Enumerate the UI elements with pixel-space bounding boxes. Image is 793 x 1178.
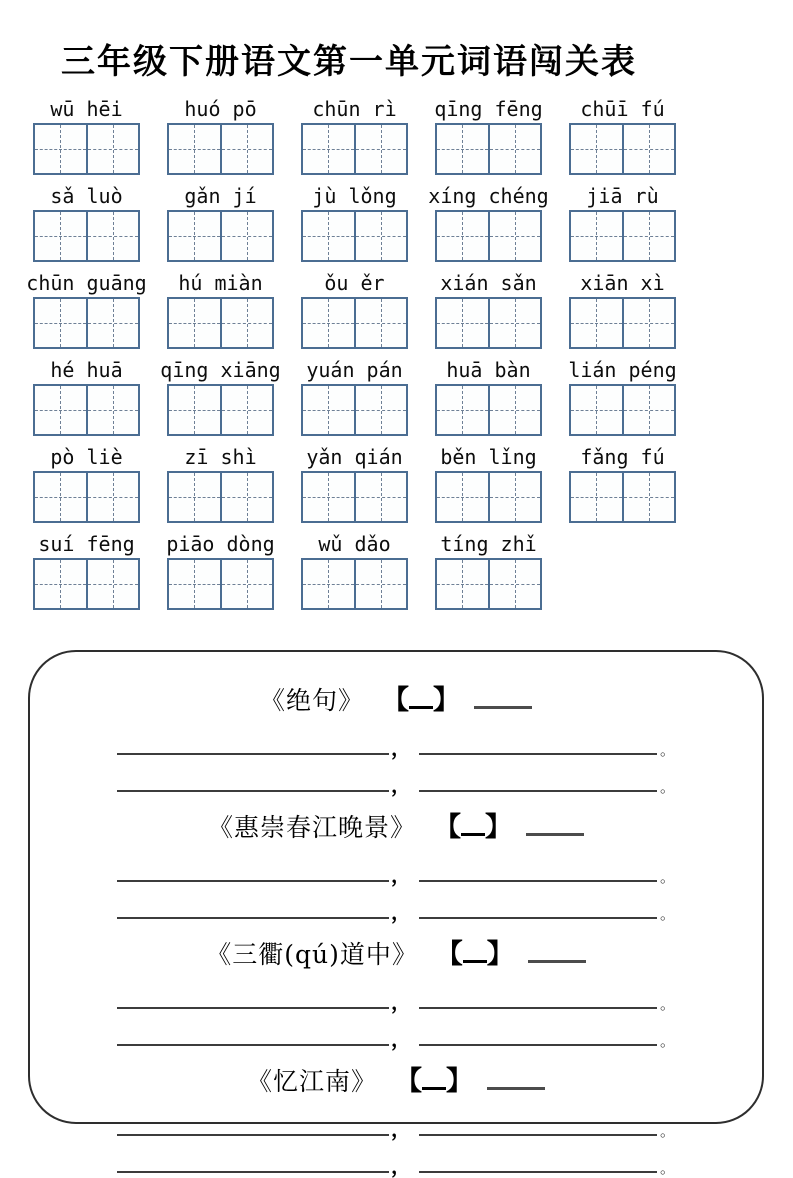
grid-cell: [86, 386, 139, 434]
grid-cell: [35, 299, 86, 347]
word-card: [435, 267, 542, 349]
grid-cell: [437, 212, 488, 260]
writing-grid: [435, 384, 542, 436]
verse-blank-left: [117, 1020, 389, 1046]
period-mark: 。: [659, 741, 675, 759]
writing-grid: [33, 471, 140, 523]
author-bracket-open: 【: [381, 685, 409, 716]
writing-grid: [301, 210, 408, 262]
pinyin-label: fǎng fú: [580, 445, 665, 469]
grid-cell: [169, 212, 220, 260]
verse-blank-line: [60, 1149, 732, 1178]
comma-separator: ，: [390, 773, 411, 797]
writing-grid: [33, 558, 140, 610]
pinyin-label: huó pō: [184, 97, 257, 121]
poem-block: [60, 678, 732, 797]
period-mark: 。: [659, 905, 675, 923]
writing-grid: [435, 558, 542, 610]
grid-cell: [354, 473, 407, 521]
word-card: [569, 441, 676, 523]
verse-blank-line: [60, 1112, 732, 1141]
verse-blank-left: [117, 1110, 389, 1136]
writing-grid: [301, 471, 408, 523]
pinyin-label: lián péng: [568, 358, 677, 382]
poem-title-row: [60, 678, 732, 717]
word-card: [569, 93, 676, 175]
verse-blank-line: [60, 731, 732, 760]
grid-cell: [488, 212, 541, 260]
grid-cell: [488, 125, 541, 173]
grid-cell: [86, 125, 139, 173]
pinyin-label: hú miàn: [178, 271, 263, 295]
grid-cell: [35, 125, 86, 173]
word-card: [569, 267, 676, 349]
word-card: [33, 354, 140, 436]
pinyin-label: huā bàn: [446, 358, 531, 382]
verse-blank-left: [117, 729, 389, 755]
grid-cell: [220, 473, 273, 521]
grid-cell: [86, 212, 139, 260]
grid-cell: [303, 386, 354, 434]
grid-cell: [571, 386, 622, 434]
comma-separator: ，: [390, 1027, 411, 1051]
grid-cell: [571, 299, 622, 347]
word-row: [33, 354, 793, 436]
verse-blank-right: [419, 766, 657, 792]
author-bracket-open: 【: [435, 939, 463, 970]
dynasty-blank: [463, 956, 487, 963]
dynasty-blank: [409, 702, 433, 709]
word-card: [301, 93, 408, 175]
grid-cell: [169, 299, 220, 347]
grid-cell: [354, 125, 407, 173]
verse-blank-right: [419, 1147, 657, 1173]
verse-blank-line: [60, 768, 732, 797]
grid-cell: [86, 299, 139, 347]
pinyin-label: jiā rù: [586, 184, 659, 208]
poem-title-row: [60, 805, 732, 844]
grid-cell: [169, 386, 220, 434]
writing-grid: [301, 123, 408, 175]
period-mark: 。: [659, 1122, 675, 1140]
author-bracket-close: 】: [432, 685, 460, 716]
word-card: [167, 441, 274, 523]
period-mark: 。: [659, 778, 675, 796]
grid-cell: [220, 212, 273, 260]
pinyin-label: yǎn qián: [306, 445, 403, 469]
grid-cell: [220, 299, 273, 347]
comma-separator: ，: [390, 990, 411, 1014]
verse-blank-left: [117, 856, 389, 882]
writing-grid: [33, 123, 140, 175]
grid-cell: [622, 473, 675, 521]
verse-blank-right: [419, 1020, 657, 1046]
grid-cell: [354, 299, 407, 347]
grid-cell: [437, 299, 488, 347]
grid-cell: [488, 560, 541, 608]
writing-grid: [301, 384, 408, 436]
word-card: [26, 267, 147, 349]
writing-grid: [167, 123, 274, 175]
verse-blank-left: [117, 1147, 389, 1173]
pinyin-label: zī shì: [184, 445, 257, 469]
writing-grid: [167, 297, 274, 349]
pinyin-label: gǎn jí: [184, 184, 257, 208]
grid-cell: [437, 125, 488, 173]
grid-cell: [437, 386, 488, 434]
grid-cell: [169, 473, 220, 521]
word-card: [435, 528, 542, 610]
word-card: [569, 180, 676, 262]
grid-cell: [354, 386, 407, 434]
pinyin-label: pò liè: [50, 445, 123, 469]
verse-blank-left: [117, 893, 389, 919]
pinyin-label: xián sǎn: [440, 271, 537, 295]
author-bracket-open: 【: [394, 1066, 422, 1097]
period-mark: 。: [659, 995, 675, 1013]
verse-blank-right: [419, 1110, 657, 1136]
poem-title: 《三衢(qú)道中》: [206, 940, 436, 969]
writing-grid: [301, 558, 408, 610]
poem-panel: [28, 650, 764, 1178]
verse-blank-left: [117, 983, 389, 1009]
verse-blank-line: [60, 895, 732, 924]
word-card: [33, 528, 140, 610]
word-card: [167, 267, 274, 349]
grid-cell: [622, 386, 675, 434]
writing-grid: [33, 384, 140, 436]
writing-grid: [569, 471, 676, 523]
word-card: [167, 93, 274, 175]
word-grid-section: [26, 93, 793, 610]
comma-separator: ，: [390, 736, 411, 760]
word-card: [435, 93, 542, 175]
grid-cell: [488, 473, 541, 521]
poem-title: 《惠崇春江晚景》: [208, 813, 434, 842]
word-row: [33, 528, 793, 610]
pinyin-label: wǔ dǎo: [318, 532, 391, 556]
writing-grid: [435, 471, 542, 523]
grid-cell: [571, 473, 622, 521]
dynasty-blank: [422, 1083, 446, 1090]
pinyin-label: suí fēng: [38, 532, 135, 556]
word-card: [160, 354, 281, 436]
writing-grid: [569, 210, 676, 262]
pinyin-label: chūn rì: [312, 97, 397, 121]
verse-blank-right: [419, 856, 657, 882]
word-card: [301, 354, 408, 436]
pinyin-label: xíng chéng: [428, 184, 549, 208]
author-bracket-close: 】: [484, 812, 512, 843]
grid-cell: [303, 125, 354, 173]
poem-title-row: [60, 1059, 732, 1098]
comma-separator: ，: [390, 1154, 411, 1178]
word-card: [301, 528, 408, 610]
word-card: [435, 441, 542, 523]
grid-cell: [488, 386, 541, 434]
pinyin-label: běn lǐng: [440, 445, 537, 469]
writing-grid: [167, 384, 274, 436]
grid-cell: [35, 473, 86, 521]
grid-cell: [303, 299, 354, 347]
writing-grid: [167, 558, 274, 610]
verse-blank-right: [419, 893, 657, 919]
author-name-blank: [526, 829, 584, 836]
writing-grid: [435, 123, 542, 175]
grid-cell: [35, 560, 86, 608]
pinyin-label: qīng fēng: [434, 97, 543, 121]
pinyin-label: ǒu ěr: [324, 271, 385, 295]
grid-cell: [571, 212, 622, 260]
author-name-blank: [474, 702, 532, 709]
grid-cell: [571, 125, 622, 173]
pinyin-label: hé huā: [50, 358, 123, 382]
pinyin-label: piāo dòng: [166, 532, 275, 556]
grid-cell: [86, 473, 139, 521]
word-card: [569, 354, 676, 436]
grid-cell: [437, 560, 488, 608]
comma-separator: ，: [390, 863, 411, 887]
author-name-blank: [528, 956, 586, 963]
word-row: [33, 180, 793, 262]
author-name-blank: [487, 1083, 545, 1090]
grid-cell: [488, 299, 541, 347]
author-bracket-close: 】: [486, 939, 514, 970]
word-card: [435, 354, 542, 436]
verse-blank-line: [60, 858, 732, 887]
grid-cell: [220, 125, 273, 173]
word-card: [33, 180, 140, 262]
grid-cell: [622, 125, 675, 173]
author-bracket-close: 】: [445, 1066, 473, 1097]
pinyin-label: tíng zhǐ: [440, 532, 537, 556]
period-mark: 。: [659, 1032, 675, 1050]
poem-block: [60, 1059, 732, 1178]
grid-cell: [220, 386, 273, 434]
verse-blank-right: [419, 983, 657, 1009]
comma-separator: ，: [390, 900, 411, 924]
pinyin-label: wū hēi: [50, 97, 123, 121]
grid-cell: [622, 212, 675, 260]
writing-grid: [435, 297, 542, 349]
grid-cell: [354, 560, 407, 608]
grid-cell: [303, 473, 354, 521]
word-card: [33, 93, 140, 175]
writing-grid: [167, 210, 274, 262]
word-row: [33, 441, 793, 523]
pinyin-label: qīng xiāng: [160, 358, 281, 382]
poem-title: 《绝句》: [260, 686, 382, 715]
writing-grid: [569, 297, 676, 349]
writing-grid: [569, 123, 676, 175]
pinyin-label: chūn guāng: [26, 271, 147, 295]
word-card: [301, 180, 408, 262]
writing-grid: [167, 471, 274, 523]
verse-blank-left: [117, 766, 389, 792]
writing-grid: [569, 384, 676, 436]
word-card: [33, 441, 140, 523]
pinyin-label: yuán pán: [306, 358, 403, 382]
writing-grid: [435, 210, 542, 262]
verse-blank-line: [60, 985, 732, 1014]
word-card: [428, 180, 549, 262]
poem-title-row: [60, 932, 732, 971]
grid-cell: [169, 560, 220, 608]
pinyin-label: sǎ luò: [50, 184, 123, 208]
word-card: [301, 441, 408, 523]
writing-grid: [301, 297, 408, 349]
grid-cell: [354, 212, 407, 260]
comma-separator: ，: [390, 1117, 411, 1141]
grid-cell: [437, 473, 488, 521]
author-bracket-open: 【: [433, 812, 461, 843]
verse-blank-right: [419, 729, 657, 755]
word-row: [33, 93, 793, 175]
pinyin-label: chūī fú: [580, 97, 665, 121]
pinyin-label: xiān xì: [580, 271, 665, 295]
poem-block: [60, 805, 732, 924]
grid-cell: [35, 386, 86, 434]
page-title: 三年级下册语文第一单元词语闯关表: [61, 42, 637, 82]
pinyin-label: jù lǒng: [312, 184, 397, 208]
poem-title: 《忆江南》: [247, 1067, 395, 1096]
grid-cell: [303, 560, 354, 608]
dynasty-blank: [461, 829, 485, 836]
grid-cell: [169, 125, 220, 173]
grid-cell: [622, 299, 675, 347]
period-mark: 。: [659, 1159, 675, 1177]
word-card: [167, 180, 274, 262]
grid-cell: [303, 212, 354, 260]
word-card: [301, 267, 408, 349]
poem-block: [60, 932, 732, 1051]
grid-cell: [86, 560, 139, 608]
grid-cell: [220, 560, 273, 608]
word-card: [167, 528, 274, 610]
verse-blank-line: [60, 1022, 732, 1051]
writing-grid: [33, 297, 140, 349]
writing-grid: [33, 210, 140, 262]
period-mark: 。: [659, 868, 675, 886]
word-row: [26, 267, 793, 349]
grid-cell: [35, 212, 86, 260]
